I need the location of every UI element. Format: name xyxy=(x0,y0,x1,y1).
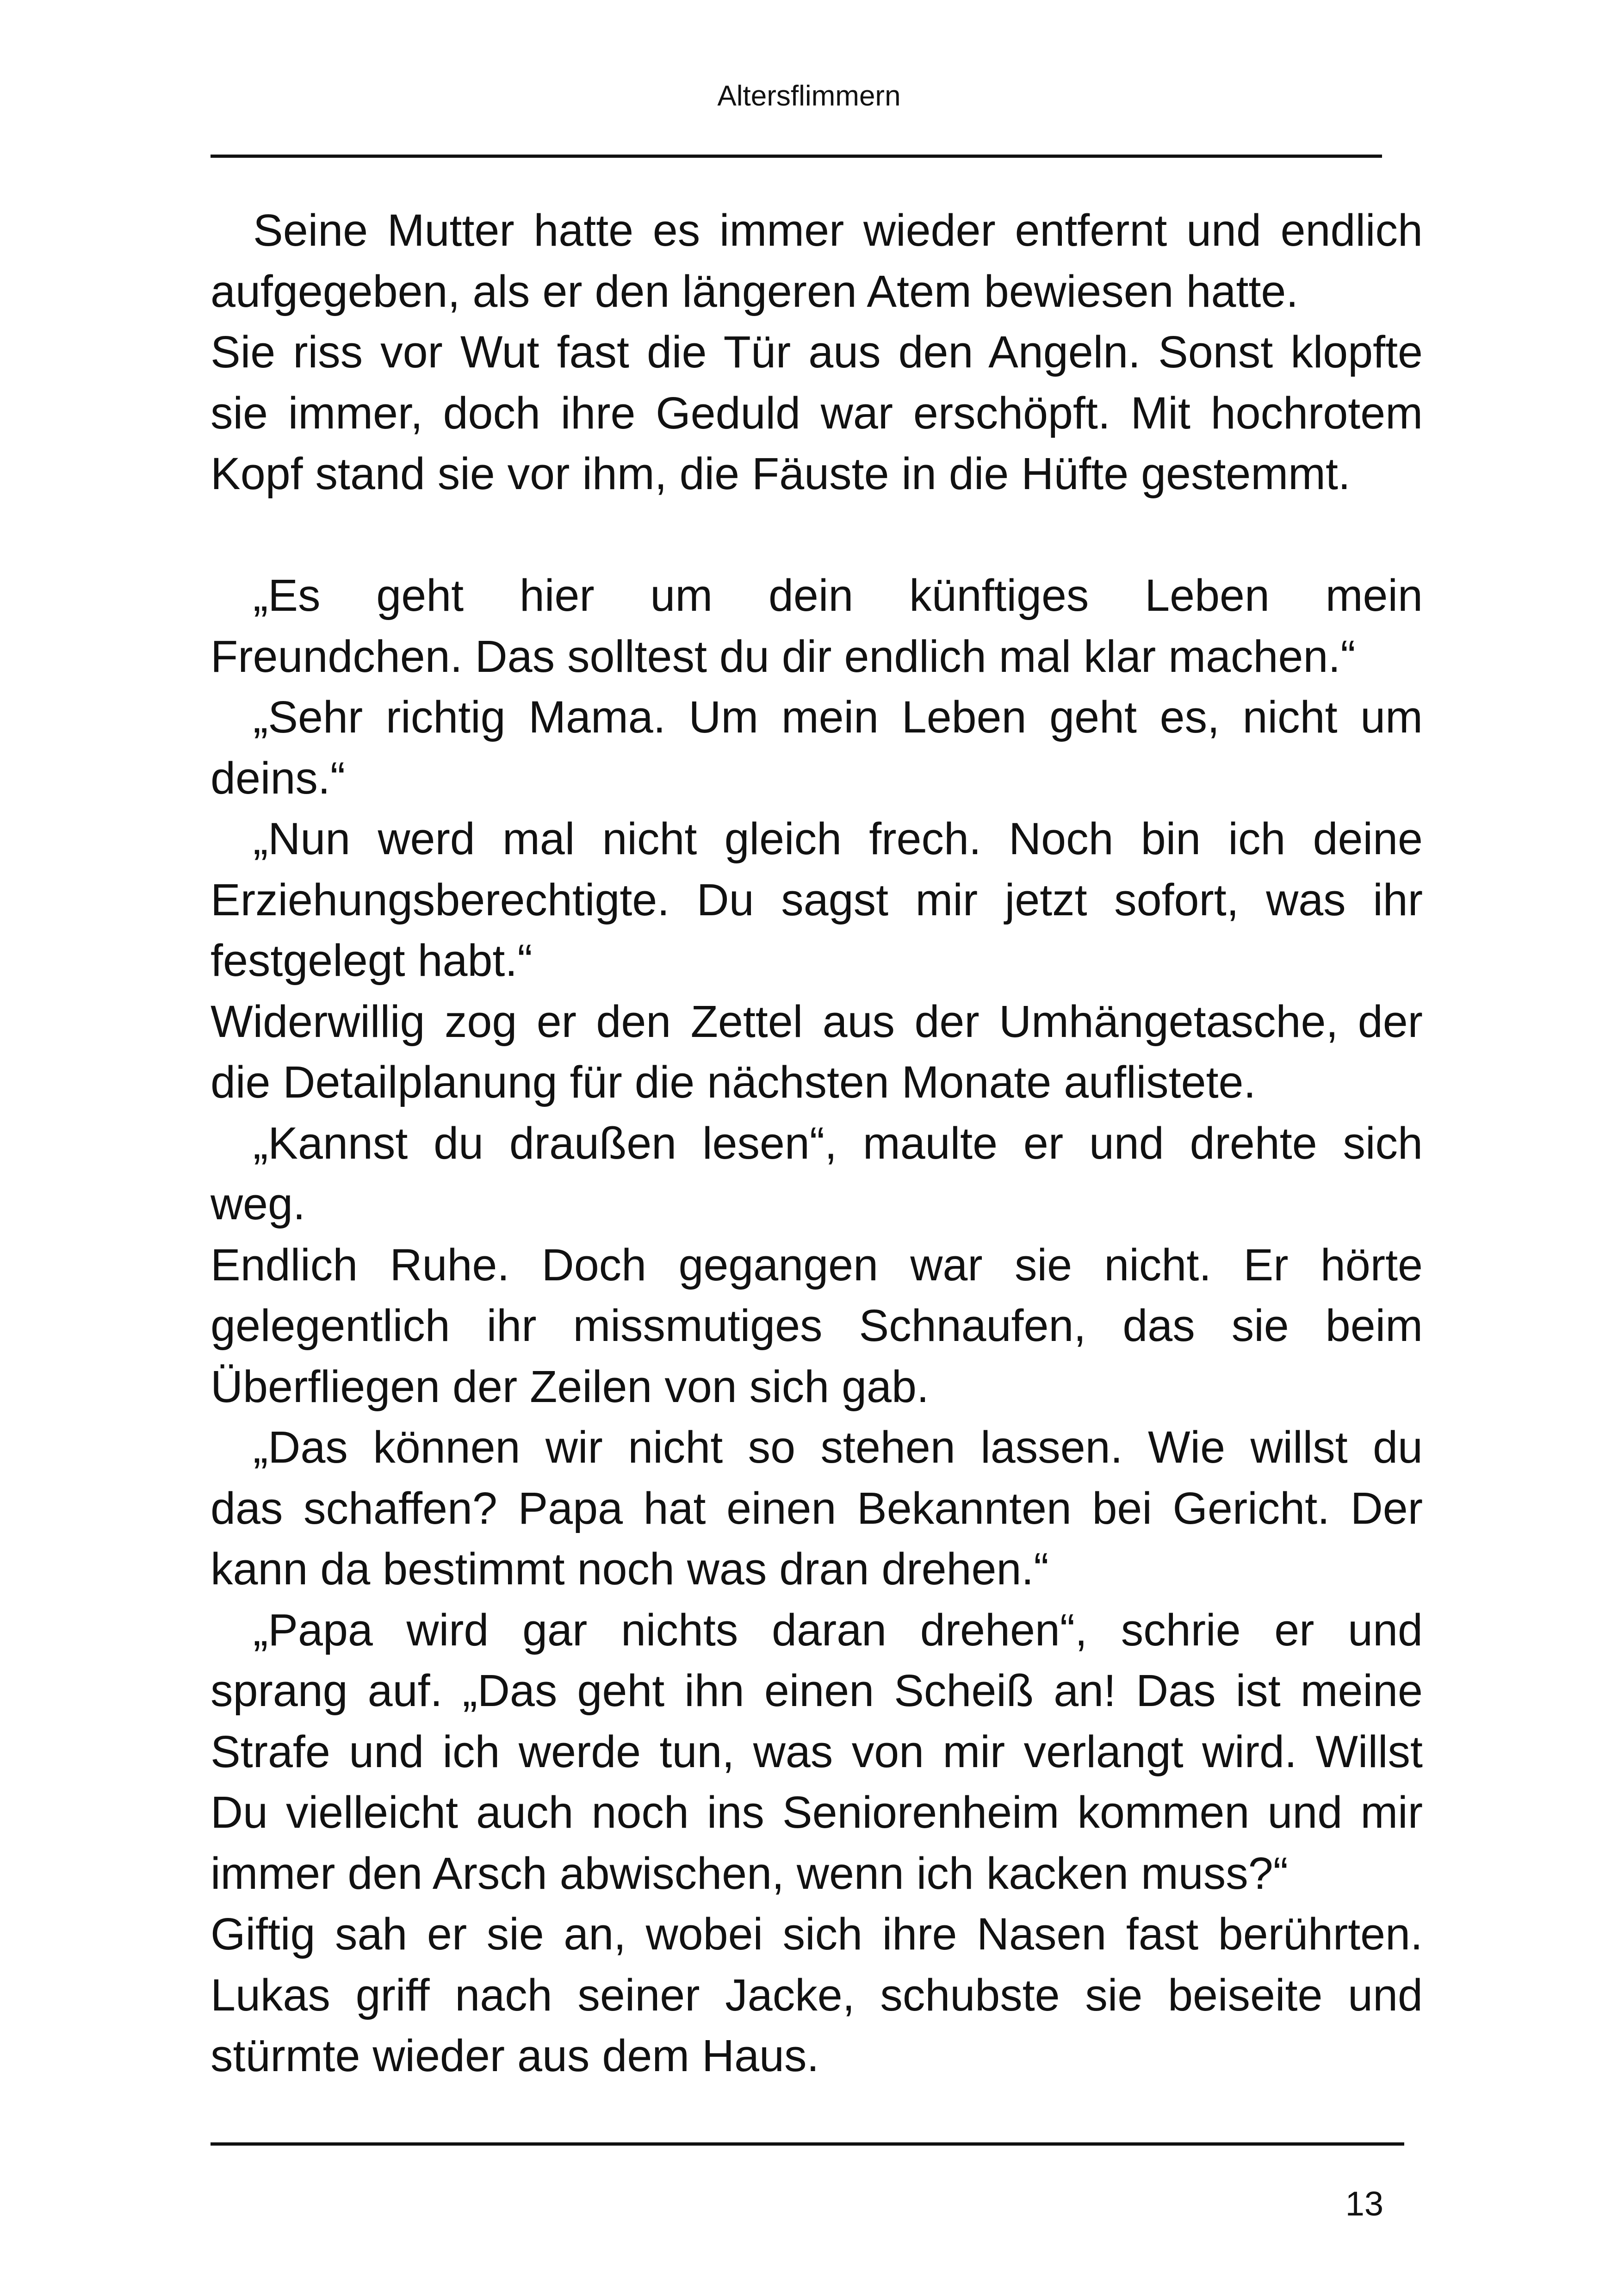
text-line: deins.“ xyxy=(211,752,346,803)
text-line: Widerwillig zog er den Zettel aus der Umhängetasche, der xyxy=(211,996,1423,1047)
text-line: Überfliegen der Zeilen von sich gab. xyxy=(211,1361,929,1412)
text-line: Lukas griff nach seiner Jacke, schubste sie beiseite und xyxy=(211,1969,1423,2020)
text-line: stürmte wieder aus dem Haus. xyxy=(211,2030,819,2081)
text-line: Freundchen. Das solltest du dir endlich mal klar machen.“ xyxy=(211,631,1356,682)
text-line: Endlich Ruhe. Doch gegangen war sie nicht. Er hörte xyxy=(211,1239,1423,1290)
text-line: festgelegt habt.“ xyxy=(211,935,533,986)
text-line: kann da bestimmt noch was dran drehen.“ xyxy=(211,1544,1049,1594)
text-line: „Nun werd mal nicht gleich frech. Noch bin ich deine xyxy=(253,813,1423,864)
text-line: Du vielleicht auch noch ins Seniorenheim kommen und mir xyxy=(211,1787,1423,1837)
text-line: Sie riss vor Wut fast die Tür aus den Angeln. Sonst klopfte xyxy=(211,327,1423,377)
text-line: Kopf stand sie vor ihm, die Fäuste in die Hüfte gestemmt. xyxy=(211,448,1351,499)
text-line: „Das können wir nicht so stehen lassen. Wie willst du xyxy=(253,1422,1423,1472)
paragraph-gap xyxy=(211,504,1423,565)
text-line: weg. xyxy=(211,1179,305,1229)
text-line: „Sehr richtig Mama. Um mein Leben geht es, nicht um xyxy=(253,692,1423,742)
text-line: sie immer, doch ihre Geduld war erschöpft. Mit hochrotem xyxy=(211,387,1423,438)
text-line: Giftig sah er sie an, wobei sich ihre Nasen fast berührten. xyxy=(211,1909,1423,1959)
running-header-title: Altersflimmern xyxy=(717,80,901,112)
text-line: gelegentlich ihr missmutiges Schnaufen, das sie beim xyxy=(211,1300,1423,1351)
text-line: Erziehungsberechtigte. Du sagst mir jetzt sofort, was ihr xyxy=(211,874,1423,925)
text-line: die Detailplanung für die nächsten Monate auflistete. xyxy=(211,1057,1256,1107)
text-line: immer den Arsch abwischen, wenn ich kacken muss?“ xyxy=(211,1848,1288,1899)
text-line: aufgegeben, als er den längeren Atem bewiesen hatte. xyxy=(211,266,1299,316)
page-number: 13 xyxy=(1345,2184,1383,2223)
footer-rule xyxy=(211,2142,1404,2146)
text-line: das schaffen? Papa hat einen Bekannten bei Gericht. Der xyxy=(211,1483,1423,1533)
text-line: „Kannst du draußen lesen“, maulte er und drehte sich xyxy=(253,1117,1423,1168)
text-line: Seine Mutter hatte es immer wieder entfernt und endlich xyxy=(253,205,1423,255)
body-text xyxy=(211,200,1423,2086)
header-rule xyxy=(211,155,1382,158)
text-line: sprang auf. „Das geht ihn einen Scheiß an! Das ist meine xyxy=(211,1665,1423,1716)
text-line: „Es geht hier um dein künftiges Leben mein xyxy=(253,570,1423,621)
text-line: „Papa wird gar nichts daran drehen“, schrie er und xyxy=(253,1604,1423,1655)
text-line: Strafe und ich werde tun, was von mir verlangt wird. Willst xyxy=(211,1726,1423,1777)
